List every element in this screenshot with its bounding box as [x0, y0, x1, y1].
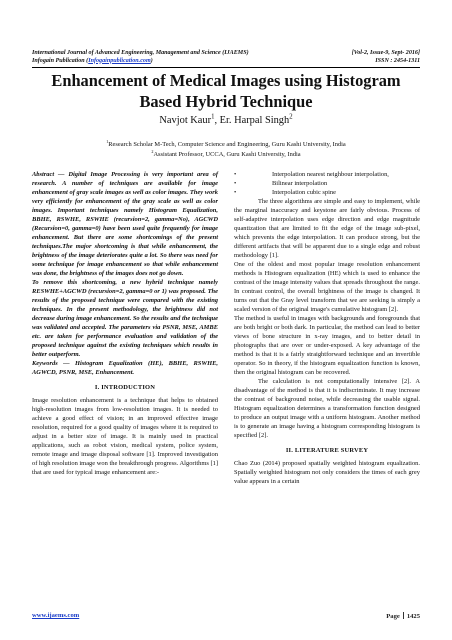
list-item [234, 179, 420, 188]
paragraph-interpolation: The three algorithms are simple and easy to implement, while the marginal inaccuracy and keystone are fairly obvious. Process of self-adaptive interpolation uses edge direction and edge magnitude quantization that are limited to fit the edge of the image sub-pixel, which prevents the edge interpolation. It can produce strong, but the different artifacts that will be apparent due to a single edge and robust methodology [1]. [234, 198, 420, 259]
publisher-link[interactable]: Infogainpublication.com [88, 57, 151, 64]
left-column [32, 170, 218, 477]
publisher-suffix: ) [150, 57, 153, 64]
affiliation-2-text: Assistant Professor, UCCA, Guru Kashi University, India [153, 151, 301, 158]
paper-title [20, 70, 432, 112]
publisher-prefix: Infogain Publication ( [32, 57, 89, 64]
keywords: Keywords — Histogram Equalization (HE), BBHE, RSWHE, AGWCD, PSNR, MSE, Enhancement. [32, 360, 218, 376]
title-line-1: Enhancement of Medical Images using Histogram [51, 71, 401, 90]
bullet-icon: • [234, 171, 237, 178]
publisher [32, 58, 153, 66]
bullet-icon: • [234, 189, 237, 196]
page-number [386, 612, 420, 620]
footer-website-link[interactable]: www.ijaems.com [32, 612, 80, 619]
affiliations [20, 140, 432, 160]
list-item [234, 170, 420, 179]
algorithm-list [234, 170, 420, 197]
title-line-2: Based Hybrid Technique [139, 92, 313, 111]
author-2-sup: 2 [289, 113, 293, 121]
introduction-text: Image resolution enhancement is a technique that helps to obtained high-resolution images from low-resolution images. It is needed to achieve a good effect of vision; in an improved effective image resolution, required for a good quality of images where it is required to adjust in a better size of image. It is mainly used in practical applications, such as robot vision, medical system, police system, remote image and image disposal software [1]. Improved investigation of high resolution image won the breakthrough progress. Algorithms [1] that are used for typical image enhancement are:- [32, 397, 218, 476]
page-label: Page [386, 613, 400, 620]
paragraph-literature: Chao Zuo (2014) proposed spatially weighted histogram equalization. Spatially weighted histogram not only considers the times of each grey value appears in a certain [234, 460, 420, 485]
author-1: Navjot Kaur [159, 115, 212, 126]
volume-info: [Vol-2, Issue-9, Sept- 2016] [351, 50, 420, 56]
author-2: , Er. Harpal Singh [214, 115, 290, 126]
header-divider [32, 67, 420, 68]
affiliation-2 [20, 150, 432, 160]
bullet-icon: • [234, 180, 237, 187]
page-num: 1425 [406, 613, 420, 620]
introduction-heading: I. INTRODUCTION [94, 384, 156, 391]
affiliation-1 [20, 140, 432, 150]
paragraph-histogram-equalization: One of the oldest and most popular image resolution enhancement methods is Histogram equalization (HE) which is used to enhance the contrast of the image intensity values that spreads throughout the range. In contrast control, the overall brightness of the image is changed. It turns out that the Gray level transform that we are seeking is simply a scaled version of the original image's cumulative histogram [2]. [234, 261, 420, 313]
list-item-text: Interpolation cubic spine [272, 189, 336, 196]
list-item [234, 188, 420, 197]
paragraph-calculation: The calculation is not computationally intensive [2]. A disadvantage of the method is that it is indiscriminate. It may increase the contrast of background noise, while decreasing the usable signal. Histogram equalization determines a transformation function designed to produce an output image with a uniform histogram. Another method is to generate an image having a histogram corresponding histogram is specified [2]. [234, 378, 420, 439]
literature-survey-heading: II. LITERATURE SURVEY [285, 447, 369, 454]
author-line [20, 115, 432, 126]
author-1-sup: 1 [211, 113, 215, 121]
right-column [234, 170, 420, 486]
list-item-text: Bilinear interpolation [272, 180, 328, 187]
paragraph-method-usefulness: The method is useful in images with backgrounds and foregrounds that are both bright or both dark. In particular, the method can lead to better views of bone structure in x-ray images, and to better detail in photographs that are over or under-exposed. A key advantage of the method is that it is a fairly straightforward technique and an invertible operator. So in theory, if the histogram equalization function is known, then the original histogram can be recovered. [234, 315, 420, 376]
affiliation-1-sup: 1 [106, 138, 109, 144]
affiliation-1-text: Research Scholar M-Tech, Computer Science and Engineering, Guru Kashi University, India [108, 141, 346, 148]
running-header [32, 50, 420, 65]
journal-name: International Journal of Advanced Engineering, Management and Science (IJAEMS) [32, 50, 249, 56]
affiliation-2-sup: 2 [151, 148, 154, 154]
abstract-continued: To remove this shortcoming, a new hybrid technique namely RESWHE+AGCWD (recursion=2, gamma=0 or 1) was proposed. The results of the proposed technique were compared with the existing techniques. In the present methodology, the brightness did not decrease during image enhancement. So the results and the technique was validated and accepted. The parameters via PSNR, MSE, AMBE etc. are taken for performance evaluation and validation of the proposed technique against the existing techniques which results in better outperform. [32, 279, 218, 358]
abstract: Abstract — Digital Image Processing is very important area of research. A number of techniques are available for image enhancement of gray scale images as well as color images. They work very efficiently for enhancement of the gray scale as well as color images. Important techniques namely Histogram Equalization, BBHE, RSWHE, RSWHE (recursion=2, gamma=No), AGCWD (Recursion=0, gamma=0) have been used quite frequently for image enhancement. But there are some shortcomings of the present techniques.The major shortcoming is that while enhancement, the brightness of the image deteriorates quite a lot. So there was need for some technique for image enhancement so that while enhancement was done, the brightness of the images does not go down. [32, 171, 218, 277]
issn: ISSN : 2454-1311 [375, 57, 420, 64]
list-item-text: Interpolation nearest neighbour interpolation, [272, 171, 389, 178]
page-footer [32, 612, 420, 620]
page-separator [403, 612, 404, 619]
